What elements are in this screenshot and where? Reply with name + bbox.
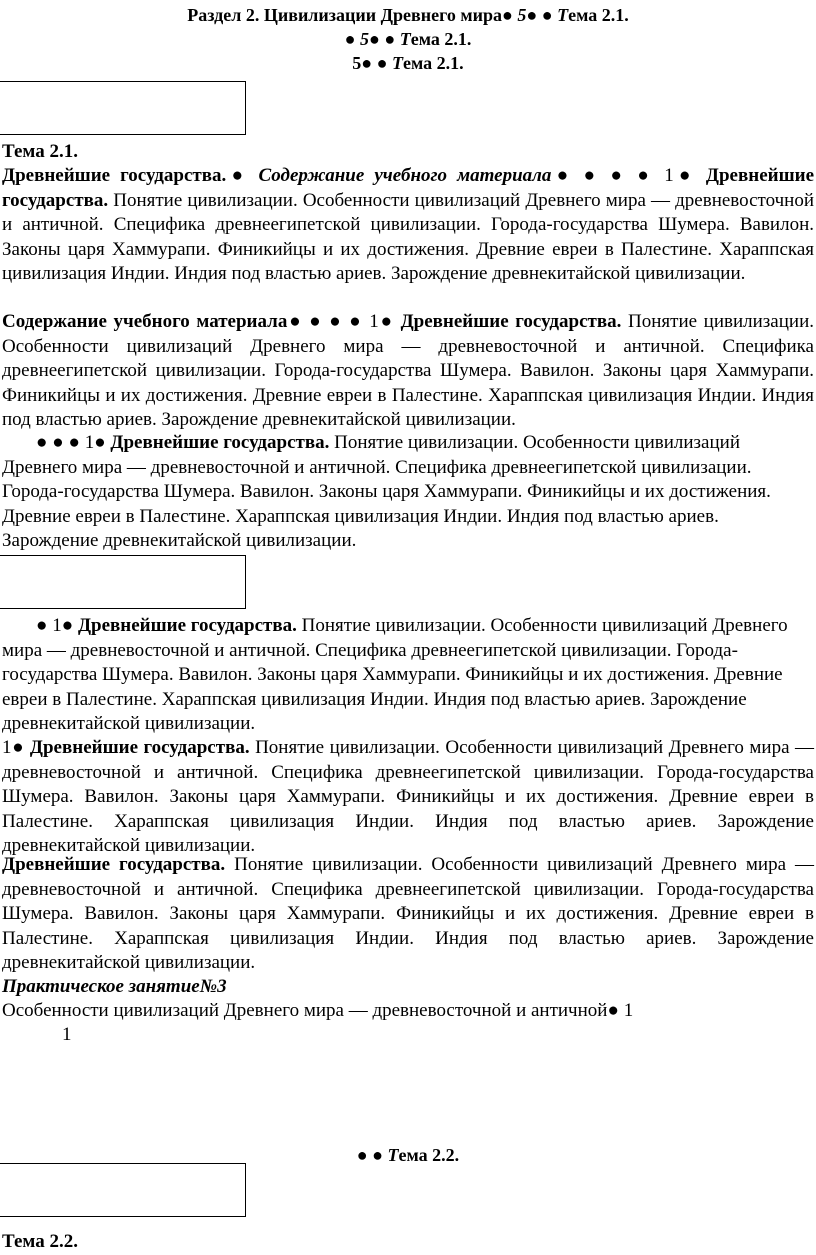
content-block-3 xyxy=(2,431,814,554)
item-number: 1 xyxy=(84,432,95,453)
bullet-number: 5● ● xyxy=(517,5,558,25)
topic-label: ема 2.2. xyxy=(398,1145,460,1165)
topic-letter: Т xyxy=(557,5,569,25)
topic-label: ема 2.1. xyxy=(403,53,464,73)
topic-label: ема 2.1. xyxy=(568,5,629,25)
bullet-icon: ● xyxy=(378,311,401,332)
content-block-2 xyxy=(2,310,814,433)
item-text: Понятие цивилизации. Особенности цивилизаций Древнего мира — древневосточной и античной. Специфика древнеегипетской цивилизации. Города-государства Шумера. Вавилон. Законы царя Хаммурапи. Финикийцы и их достижения. Древние евреи в Палестине. Хараппская цивилизация Индии. Индия под властью ариев. Зарождение древнекитайской цивилизации. xyxy=(2,189,814,284)
practice-text: Особенности цивилизаций Древнего мира — древневосточной и античной xyxy=(2,1000,608,1021)
content-block-6 xyxy=(2,853,814,976)
topic-title: Тема 2.1. xyxy=(2,141,78,162)
item-number: 1 xyxy=(52,615,62,636)
bullets-icon: ● ● ● ● xyxy=(287,311,370,332)
bullet-number: 5● ● xyxy=(352,53,393,73)
empty-box-2 xyxy=(0,555,246,609)
item-text: Понятие цивилизации. Особенности цивилизаций Древнего мира — древневосточной и античной. Специфика древнеегипетской цивилизации. Города-государства Шумера. Вавилон. Законы царя Хаммурапи. Финикийцы и их достижения. Древние евреи в Палестине. Хараппская цивилизация Индии. Индия под властью ариев. Зарождение древнекитайской цивилизации. xyxy=(2,737,814,856)
bullet-icon: ● xyxy=(344,29,360,49)
item-number: 1 xyxy=(369,311,379,332)
item-heading: Древнейшие государства. xyxy=(2,165,815,211)
topic-title-2-2: Тема 2.2. xyxy=(2,1231,78,1252)
bullet-number: 5● ● xyxy=(359,29,400,49)
practice-line xyxy=(2,999,814,1024)
lead-italic-letter: С xyxy=(258,165,272,186)
bullets-icon: ● ● ● xyxy=(36,432,85,453)
item-text: Понятие цивилизации. Особенности цивилизаций Древнего мира — древневосточной и античной. Специфика древнеегипетской цивилизации. Города-государства Шумера. Вавилон. Законы царя Хаммурапи. Финикийцы и их достижения. Древние евреи в Палестине. Хараппская цивилизация Индии. Индия под властью ариев. Зарождение древнекитайской цивилизации. xyxy=(2,432,771,551)
practice-title: Практическое занятие№3 xyxy=(2,976,227,997)
item-heading: Древнейшие государства. xyxy=(400,311,622,332)
content-block-4 xyxy=(2,614,814,737)
topic-letter: Т xyxy=(392,53,404,73)
section-header-line-1 xyxy=(0,3,816,28)
item-heading: Древнейшие государства. xyxy=(110,432,330,453)
item-number: 1 xyxy=(664,165,674,186)
section-header-line-3 xyxy=(0,51,816,76)
section-header-line-2 xyxy=(0,27,816,52)
bullet-icon: ● xyxy=(61,615,78,636)
topic-letter: Т xyxy=(387,1145,399,1165)
lead-heading: Содержание учебного материала xyxy=(2,311,288,332)
empty-box-3 xyxy=(0,1163,246,1217)
bullets-icon: ● ● ● ● xyxy=(551,165,665,186)
bullet-icon: ● xyxy=(36,615,53,636)
item-heading: Древнейшие государства. xyxy=(29,737,250,758)
bullet-icon: ● xyxy=(607,1000,624,1021)
topic-letter: Т xyxy=(399,29,411,49)
content-block-5 xyxy=(2,736,814,859)
bullet-icon: ● xyxy=(11,737,30,758)
item-text: Понятие цивилизации. Особенности цивилизаций Древнего мира — древневосточной и античной. Специфика древнеегипетской цивилизации. Города-государства Шумера. Вавилон. Законы царя Хаммурапи. Финикийцы и их достижения. Древние евреи в Палестине. Хараппская цивилизация Индии. Индия под властью ариев. Зарождение древнекитайской цивилизации. xyxy=(2,854,814,973)
item-text: Понятие цивилизации. Особенности цивилизаций Древнего мира — древневосточной и античной. Специфика древнеегипетской цивилизации. Города-государства Шумера. Вавилон. Законы царя Хаммурапи. Финикийцы и их достижения. Древние евреи в Палестине. Хараппская цивилизация Индии. Индия под властью ариев. Зарождение древнекитайской цивилизации. xyxy=(2,615,788,734)
bullet-icon: ● xyxy=(501,5,518,25)
item-heading: Древнейшие государства. xyxy=(77,615,297,636)
item-number: 1 xyxy=(2,737,12,758)
practice-number-2: 1 xyxy=(62,1024,72,1045)
lead-heading: Древнейшие государства. xyxy=(2,165,227,186)
item-heading: Древнейшие государства. xyxy=(2,854,226,875)
bullet-icon: ● xyxy=(226,165,259,186)
practice-number: 1 xyxy=(623,1000,634,1021)
item-text: Понятие цивилизации. Особенности цивилизаций Древнего мира — древневосточной и античной. Специфика древнеегипетской цивилизации. Города-государства Шумера. Вавилон. Законы царя Хаммурапи. Финикийцы и их достижения. Древние евреи в Палестине. Хараппская цивилизация Индии. Индия под властью ариев. Зарождение древнекитайской цивилизации. xyxy=(2,311,814,430)
topic-label: ема 2.1. xyxy=(410,29,472,49)
lead-italic-text: одержание учебного материала xyxy=(271,165,552,186)
empty-box-1 xyxy=(0,81,246,135)
section-title-text: Раздел 2. Цивилизации Древнего мира xyxy=(187,5,502,25)
bullet-icon: ● xyxy=(94,432,111,453)
bullet-icon: ● xyxy=(673,165,706,186)
content-block-1 xyxy=(2,164,814,287)
bullets-icon: ● ● xyxy=(356,1145,388,1165)
